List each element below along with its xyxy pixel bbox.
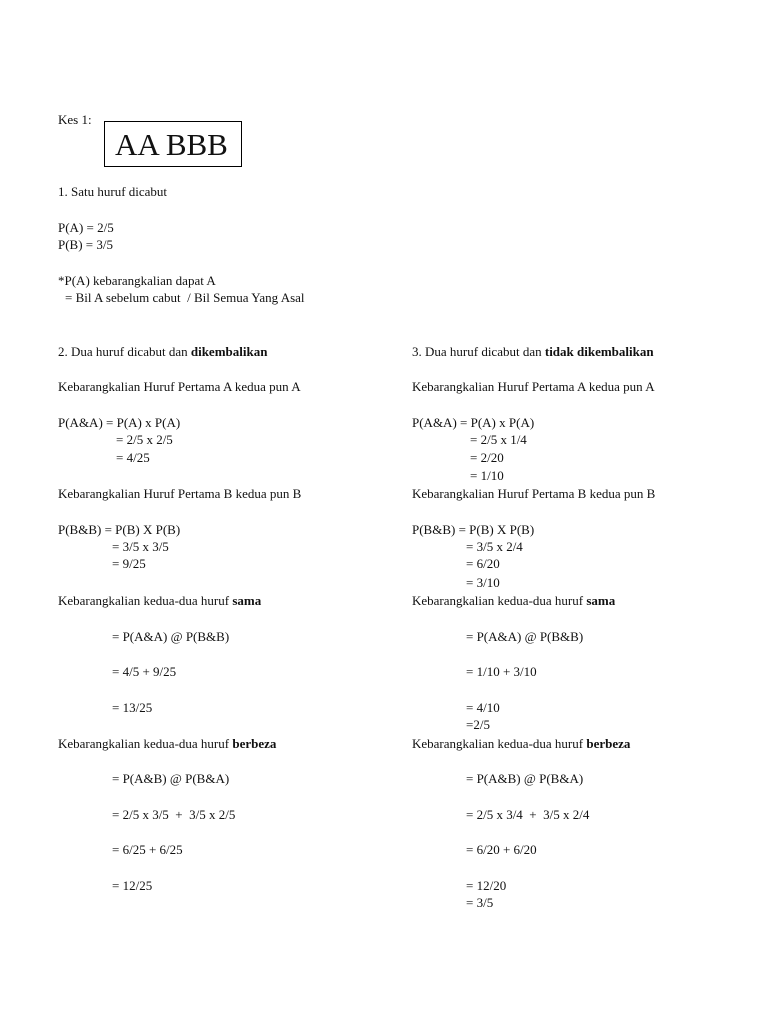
- section1-pb: P(B) = 3/5: [58, 237, 114, 252]
- section2-title-bold: dikembalikan: [190, 344, 268, 359]
- section2-aa-heading: Kebarangkalian Huruf Pertama A kedua pun A: [58, 379, 301, 394]
- section3-same-heading: Kebarangkalian kedua-dua huruf sama: [412, 593, 616, 608]
- section2-same-eq3: = 13/25: [112, 700, 153, 715]
- section1-note1: *P(A) kebarangkalian dapat A: [58, 273, 216, 288]
- section2-same-eq2: = 4/5 + 9/25: [112, 664, 177, 679]
- section3-same-eq4: =2/5: [466, 717, 490, 732]
- section3-aa-eq1: P(A&A) = P(A) x P(A): [412, 415, 535, 430]
- section2-bb-eq2: = 3/5 x 3/5: [112, 539, 169, 554]
- section2-diff-eq3: = 6/25 + 6/25: [112, 842, 183, 857]
- section2-diff-eq2: = 2/5 x 3/5 + 3/5 x 2/5: [112, 807, 236, 822]
- section2-aa-eq2: = 2/5 x 2/5: [116, 432, 173, 447]
- section3-diff-heading: Kebarangkalian kedua-dua huruf berbeza: [412, 736, 631, 751]
- section3-title: 3. Dua huruf dicabut dan tidak dikembalikan: [412, 344, 654, 359]
- section3-diff-eq5: = 3/5: [466, 895, 494, 910]
- section2-bb-eq1: P(B&B) = P(B) X P(B): [58, 522, 181, 537]
- section3-diff-eq3: = 6/20 + 6/20: [466, 842, 537, 857]
- section3-diff-bold: berbeza: [586, 736, 631, 751]
- section3-bb-heading: Kebarangkalian Huruf Pertama B kedua pun B: [412, 486, 656, 501]
- section2-bb-heading: Kebarangkalian Huruf Pertama B kedua pun B: [58, 486, 302, 501]
- section2-diff-heading: Kebarangkalian kedua-dua huruf berbeza: [58, 736, 277, 751]
- section3-diff-eq4: = 12/20: [466, 878, 507, 893]
- section2-diff-eq4: = 12/25: [112, 878, 153, 893]
- section2-diff-eq1: = P(A&B) @ P(B&A): [112, 771, 230, 786]
- section3-aa-heading: Kebarangkalian Huruf Pertama A kedua pun A: [412, 379, 655, 394]
- section2-same-bold: sama: [232, 593, 262, 608]
- case-label: Kes 1:: [58, 112, 92, 127]
- section3-title-bold: tidak dikembalikan: [544, 344, 654, 359]
- section3-diff-eq2: = 2/5 x 3/4 + 3/5 x 2/4: [466, 807, 590, 822]
- section1-note2: = Bil A sebelum cabut / Bil Semua Yang Asal: [65, 290, 305, 305]
- letters-box-text: AA BBB: [115, 127, 228, 162]
- section2-diff-bold: berbeza: [232, 736, 277, 751]
- section3-aa-eq2: = 2/5 x 1/4: [470, 432, 527, 447]
- section3-bb-eq3: = 6/20: [466, 556, 500, 571]
- section3-same-eq3: = 4/10: [466, 700, 500, 715]
- section1-pa: P(A) = 2/5: [58, 220, 114, 235]
- section2-title: 2. Dua huruf dicabut dan dikembalikan: [58, 344, 268, 359]
- section3-diff-eq1: = P(A&B) @ P(B&A): [466, 771, 584, 786]
- section2-bb-eq3: = 9/25: [112, 556, 146, 571]
- section2-same-heading: Kebarangkalian kedua-dua huruf sama: [58, 593, 262, 608]
- section3-same-bold: sama: [586, 593, 616, 608]
- section3-bb-eq2: = 3/5 x 2/4: [466, 539, 523, 554]
- section1-title: 1. Satu huruf dicabut: [58, 184, 168, 199]
- section2-aa-eq3: = 4/25: [116, 450, 150, 465]
- section2-aa-eq1: P(A&A) = P(A) x P(A): [58, 415, 181, 430]
- section3-aa-eq3: = 2/20: [470, 450, 504, 465]
- section3-bb-eq1: P(B&B) = P(B) X P(B): [412, 522, 535, 537]
- letters-box: [104, 121, 242, 167]
- section3-same-eq1: = P(A&A) @ P(B&B): [466, 629, 584, 644]
- section2-same-eq1: = P(A&A) @ P(B&B): [112, 629, 230, 644]
- section3-aa-eq4: = 1/10: [470, 468, 504, 483]
- section3-bb-eq4: = 3/10: [466, 575, 500, 590]
- section3-same-eq2: = 1/10 + 3/10: [466, 664, 537, 679]
